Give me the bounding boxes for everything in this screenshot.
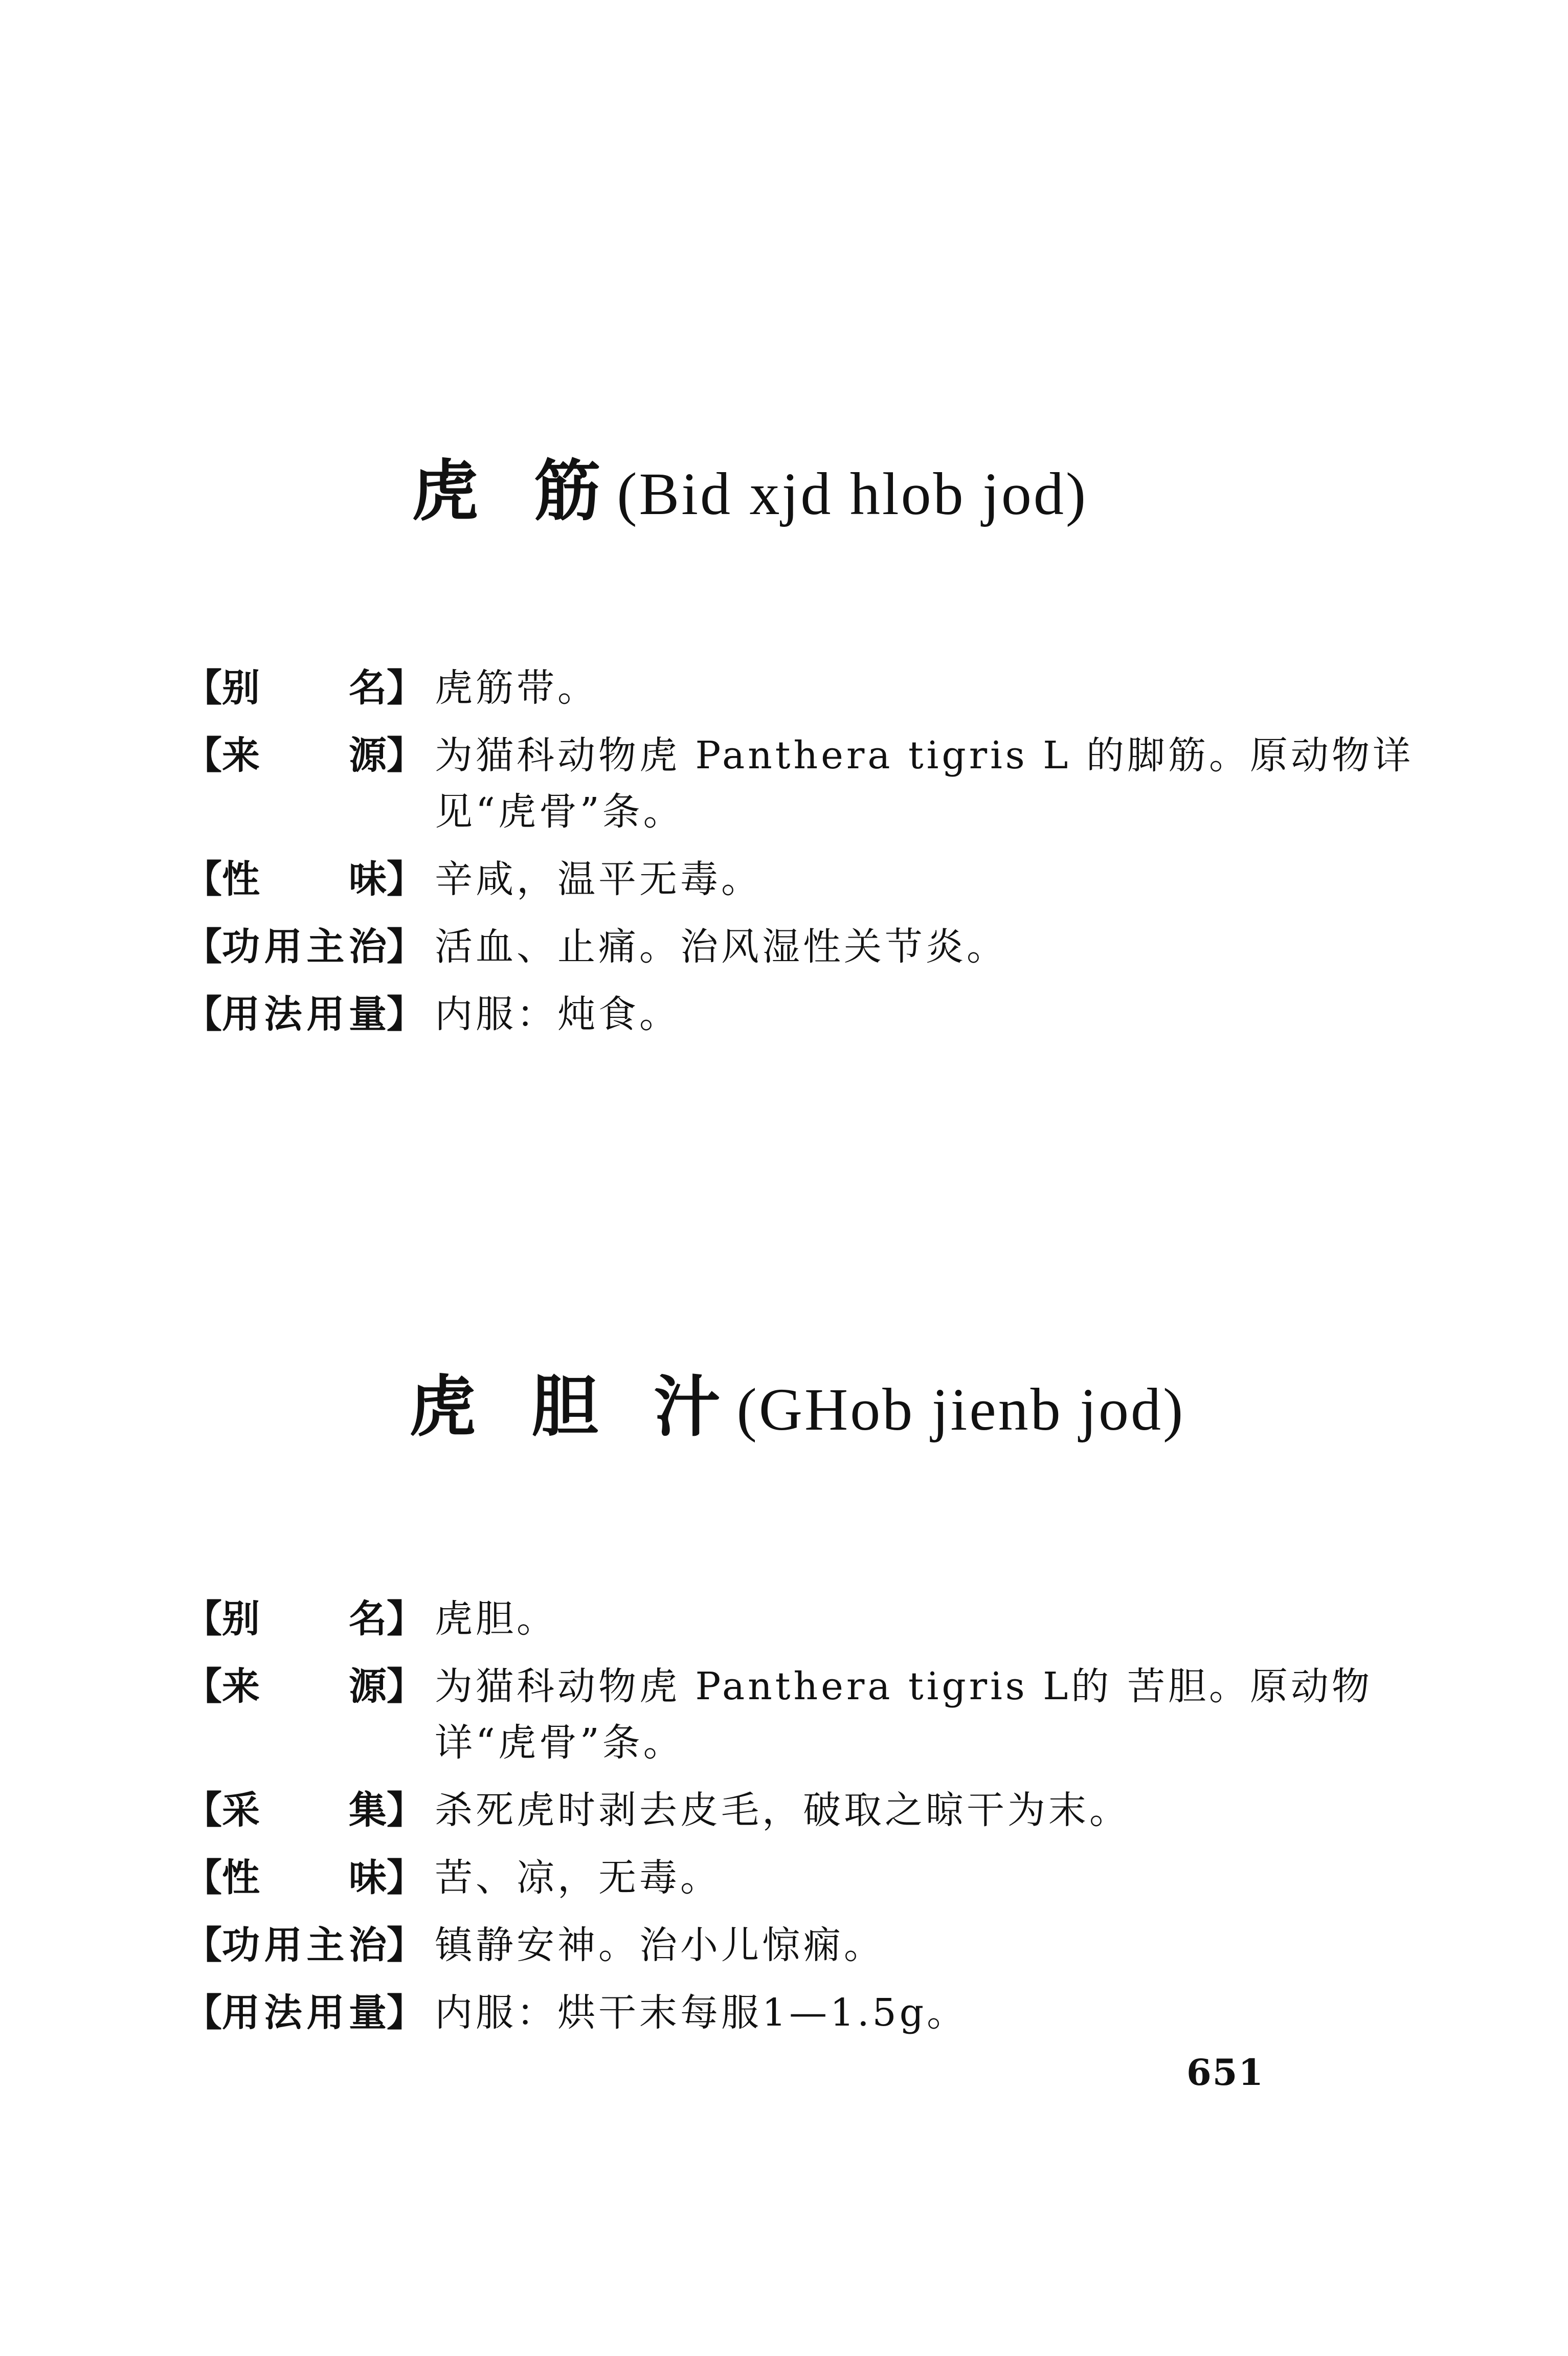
field-label-text: 别名 (222, 1597, 387, 1641)
bracket-open: 【 (184, 1856, 222, 1900)
field-value: 杀死虎时剥去皮毛，破取之晾干为末。 (435, 1788, 1130, 1832)
field-alias (184, 1591, 1422, 1647)
field-value: 镇静安神。治小儿惊痫。 (435, 1923, 885, 1967)
entry-title-chinese: 虎 筋 (412, 452, 617, 530)
bracket-open: 【 (184, 1664, 222, 1708)
entry-title-chinese: 虎 胆 汁 (409, 1368, 737, 1446)
bracket-open: 【 (184, 1991, 222, 2035)
bracket-close: 】 (387, 925, 424, 969)
field-label-text: 来源 (222, 1664, 387, 1708)
field-value: 为猫科动物虎 Panthera tigris L 的脚筋。原动物详见“虎骨”条。 (435, 734, 1414, 834)
bracket-close: 】 (387, 992, 424, 1036)
field-value: 内服：炖食。 (435, 992, 680, 1036)
field-label (184, 1782, 424, 1838)
field-source (184, 727, 1422, 840)
bracket-close: 】 (387, 1788, 424, 1832)
entry-title (412, 440, 1422, 542)
field-value: 内服：烘干末每服1—1.5g。 (435, 1991, 968, 2035)
page-number: 651 (1186, 2051, 1265, 2094)
bracket-close: 】 (387, 666, 424, 710)
entry-fields (184, 660, 1422, 1042)
bracket-close: 】 (387, 1991, 424, 2035)
bracket-open: 【 (184, 925, 222, 969)
entry-tiger-tendon (184, 440, 1422, 1054)
field-alias (184, 660, 1422, 716)
bracket-close: 】 (387, 1923, 424, 1967)
field-label-text: 采集 (222, 1788, 387, 1832)
bracket-close: 】 (387, 734, 424, 777)
field-label (184, 919, 424, 975)
entry-fields (184, 1591, 1422, 2041)
bracket-open: 【 (184, 666, 222, 710)
field-taste (184, 1850, 1422, 1906)
field-label-text: 功用主治 (222, 925, 387, 969)
field-taste (184, 851, 1422, 907)
field-label-text: 功用主治 (222, 1923, 387, 1967)
bracket-open: 【 (184, 734, 222, 777)
field-label (184, 1591, 424, 1647)
field-indications (184, 1917, 1422, 1973)
entry-title-pinyin: (GHob jienb jod) (736, 1376, 1185, 1443)
field-dosage (184, 1985, 1422, 2041)
bracket-open: 【 (184, 992, 222, 1036)
field-label-text: 用法用量 (222, 992, 387, 1036)
field-label-text: 用法用量 (222, 1991, 387, 2035)
bracket-open: 【 (184, 1597, 222, 1641)
field-value: 为猫科动物虎 Panthera tigris L的 苦胆。原动物详“虎骨”条。 (435, 1664, 1373, 1765)
bracket-close: 】 (387, 1664, 424, 1708)
entry-title (409, 1355, 1422, 1458)
bracket-open: 【 (184, 1788, 222, 1832)
field-label (184, 1985, 424, 2041)
field-value: 虎筋带。 (435, 666, 598, 710)
bracket-close: 】 (387, 1856, 424, 1900)
field-source (184, 1658, 1422, 1771)
field-label-text: 别名 (222, 666, 387, 710)
field-label (184, 1850, 424, 1906)
field-label (184, 1917, 424, 1973)
field-dosage (184, 986, 1422, 1042)
entry-tiger-bile (184, 1355, 1422, 2052)
field-collection (184, 1782, 1422, 1838)
field-value: 虎胆。 (435, 1597, 557, 1641)
field-indications (184, 919, 1422, 975)
bracket-open: 【 (184, 857, 222, 901)
field-value: 活血、止痛。治风湿性关节炎。 (435, 925, 1007, 969)
field-label (184, 1658, 424, 1715)
bracket-open: 【 (184, 1923, 222, 1967)
field-value: 辛咸，温平无毒。 (435, 857, 762, 901)
entry-title-pinyin: (Bid xjd hlob jod) (617, 460, 1088, 527)
field-label (184, 727, 424, 784)
field-label-text: 性味 (222, 857, 387, 901)
field-label (184, 660, 424, 716)
field-label-text: 性味 (222, 1856, 387, 1900)
field-label (184, 986, 424, 1042)
field-value: 苦、凉，无毒。 (435, 1856, 721, 1900)
bracket-close: 】 (387, 1597, 424, 1641)
field-label-text: 来源 (222, 734, 387, 777)
field-label (184, 851, 424, 907)
bracket-close: 】 (387, 857, 424, 901)
